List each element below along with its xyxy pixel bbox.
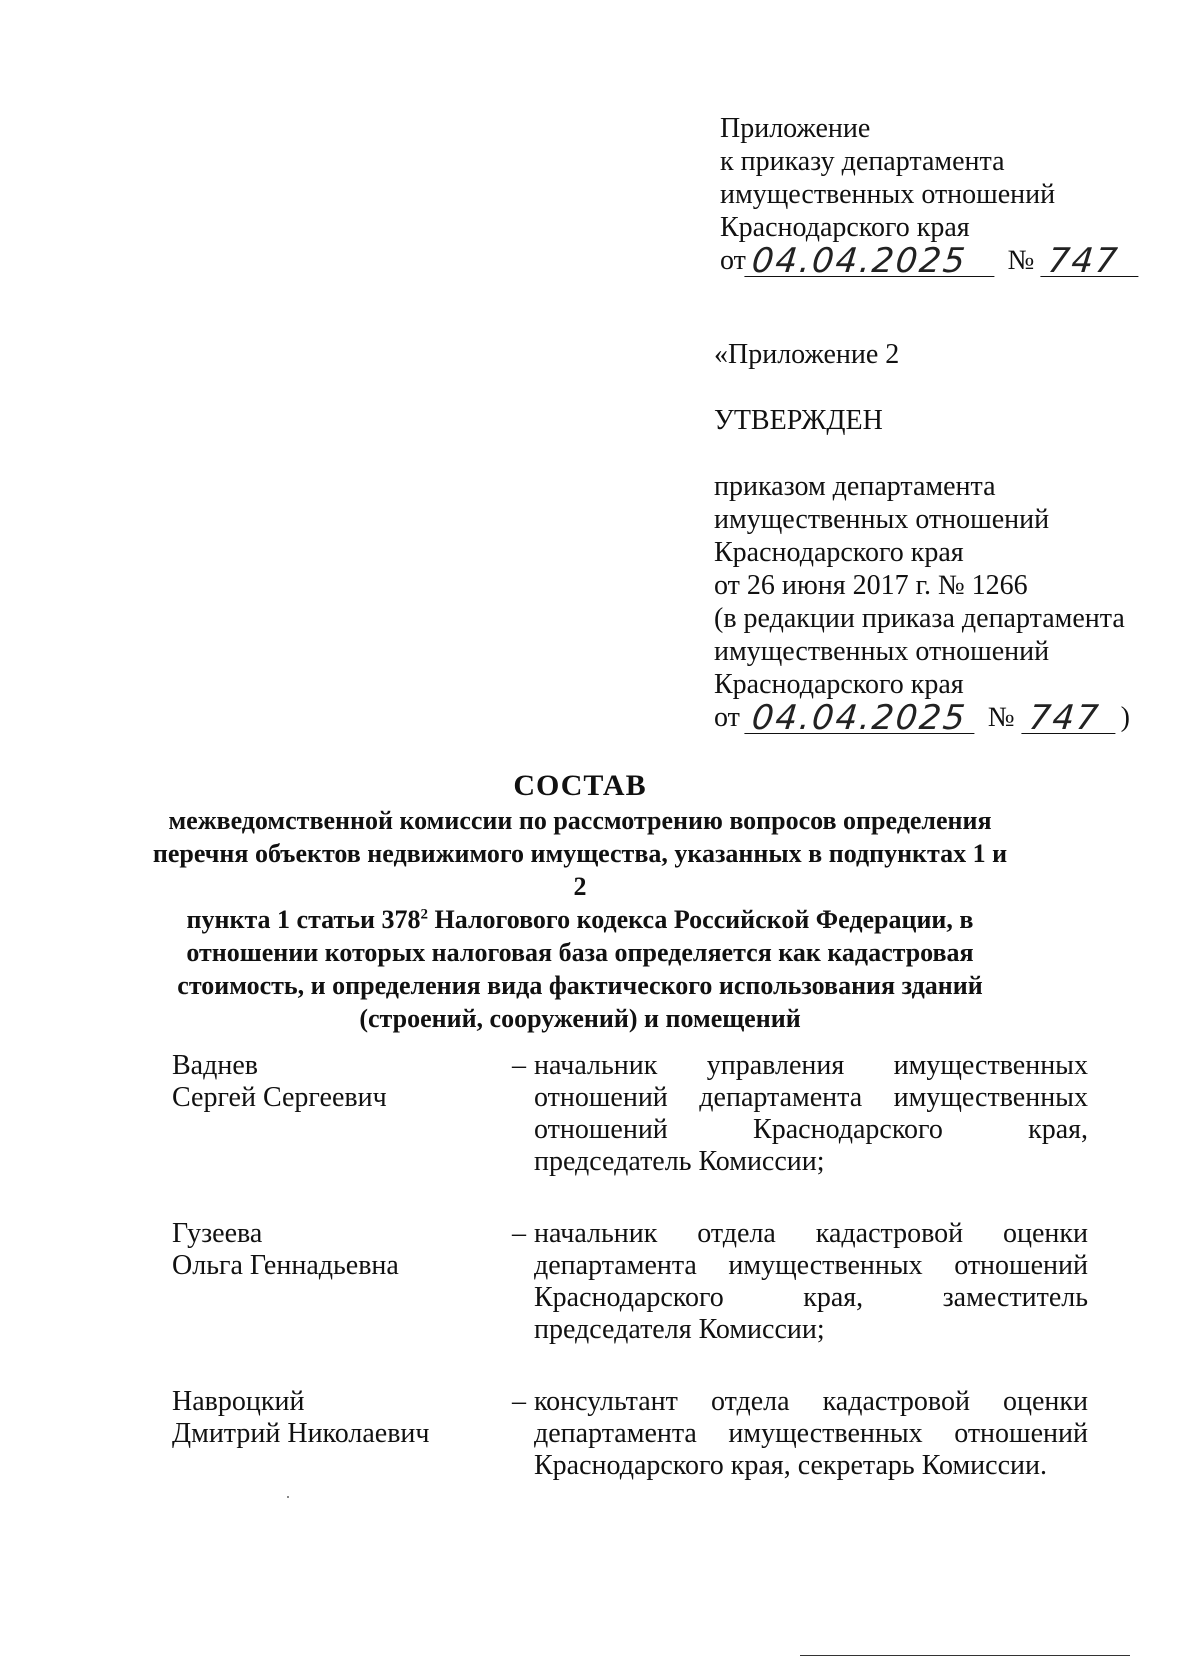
member-dash: –	[512, 1050, 526, 1081]
member-surname: Гузеева	[172, 1218, 263, 1249]
bottom-rule-line	[800, 1655, 1130, 1656]
appendix-handwritten-number: 747	[1041, 246, 1142, 277]
appendix-from-label: от	[720, 245, 746, 276]
title-line-3	[150, 903, 1010, 936]
approved-line-3: Краснодарского края	[714, 537, 964, 568]
scan-speck	[287, 1496, 289, 1498]
approved-from-label: от	[714, 702, 740, 733]
appendix-line-2: к приказу департамента	[720, 146, 1005, 177]
title-line-5: стоимость, и определения вида фактического использования зданий	[177, 971, 983, 1000]
appendix-handwritten-date: 04.04.2025	[744, 246, 997, 277]
title-line-1: межведомственной комиссии по рассмотрению вопросов определения	[168, 806, 992, 835]
member-role: начальник управления имущественных отношений департамента имущественных отношений Краснодарского края, председатель Комиссии;	[534, 1050, 1088, 1177]
appendix-2-reference: «Приложение 2	[714, 339, 900, 370]
approved-line-1: приказом департамента	[714, 471, 996, 502]
member-dash: –	[512, 1386, 526, 1417]
approved-word: УТВЕРЖДЕН	[714, 405, 883, 436]
title-line-3-superscript: 2	[420, 906, 429, 923]
member-dash: –	[512, 1218, 526, 1249]
member-name	[172, 1218, 512, 1346]
title-line-3-end: Налогового кодекса Российской Федерации, в	[428, 905, 974, 934]
document-title	[150, 768, 1010, 1035]
approved-handwritten-number: 747	[1021, 703, 1118, 734]
appendix-line-1: Приложение	[720, 113, 871, 144]
title-line-3-start: пункта 1 статьи 378	[186, 905, 421, 934]
title-line-4: отношении которых налоговая база определяется как кадастровая	[186, 938, 974, 967]
title-line-6: (строений, сооружений) и помещений	[359, 1004, 801, 1033]
approved-line-4: от 26 июня 2017 г. № 1266	[714, 570, 1028, 601]
commission-members	[172, 1050, 1112, 1522]
member-row	[172, 1218, 1112, 1346]
appendix-line-3: имущественных отношений	[720, 179, 1056, 210]
member-row	[172, 1386, 1112, 1482]
member-row	[172, 1050, 1112, 1178]
approved-line-7: Краснодарского края	[714, 669, 964, 700]
approved-handwritten-date: 04.04.2025	[744, 703, 977, 734]
approved-line-5: (в редакции приказа департамента	[714, 603, 1125, 634]
member-role: консультант отдела кадастровой оценки департамента имущественных отношений Краснодарского края, секретарь Комиссии.	[534, 1386, 1088, 1481]
member-surname: Навроцкий	[172, 1386, 305, 1417]
member-role: начальник отдела кадастровой оценки департамента имущественных отношений Краснодарского края, заместитель председателя Комиссии;	[534, 1218, 1088, 1345]
appendix-header	[720, 112, 1140, 281]
approved-line-2: имущественных отношений	[714, 504, 1050, 535]
approved-line-6: имущественных отношений	[714, 636, 1050, 667]
member-name	[172, 1386, 512, 1482]
appendix-line-4: Краснодарского края	[720, 212, 970, 243]
approved-close-paren: )	[1120, 702, 1130, 733]
approved-date-number-line	[714, 698, 1174, 738]
appendix-number-label: №	[1007, 245, 1035, 276]
approved-block	[714, 338, 1174, 738]
member-given-names: Дмитрий Николаевич	[172, 1418, 430, 1449]
member-surname: Ваднев	[172, 1050, 258, 1081]
title-line-2: перечня объектов недвижимого имущества, указанных в подпунктах 1 и 2	[152, 839, 1008, 901]
member-given-names: Ольга Геннадьевна	[172, 1250, 399, 1281]
approved-number-label: №	[987, 702, 1015, 733]
appendix-date-number-line	[720, 241, 1140, 281]
member-given-names: Сергей Сергеевич	[172, 1082, 387, 1113]
title-main: СОСТАВ	[513, 769, 647, 802]
member-name	[172, 1050, 512, 1178]
